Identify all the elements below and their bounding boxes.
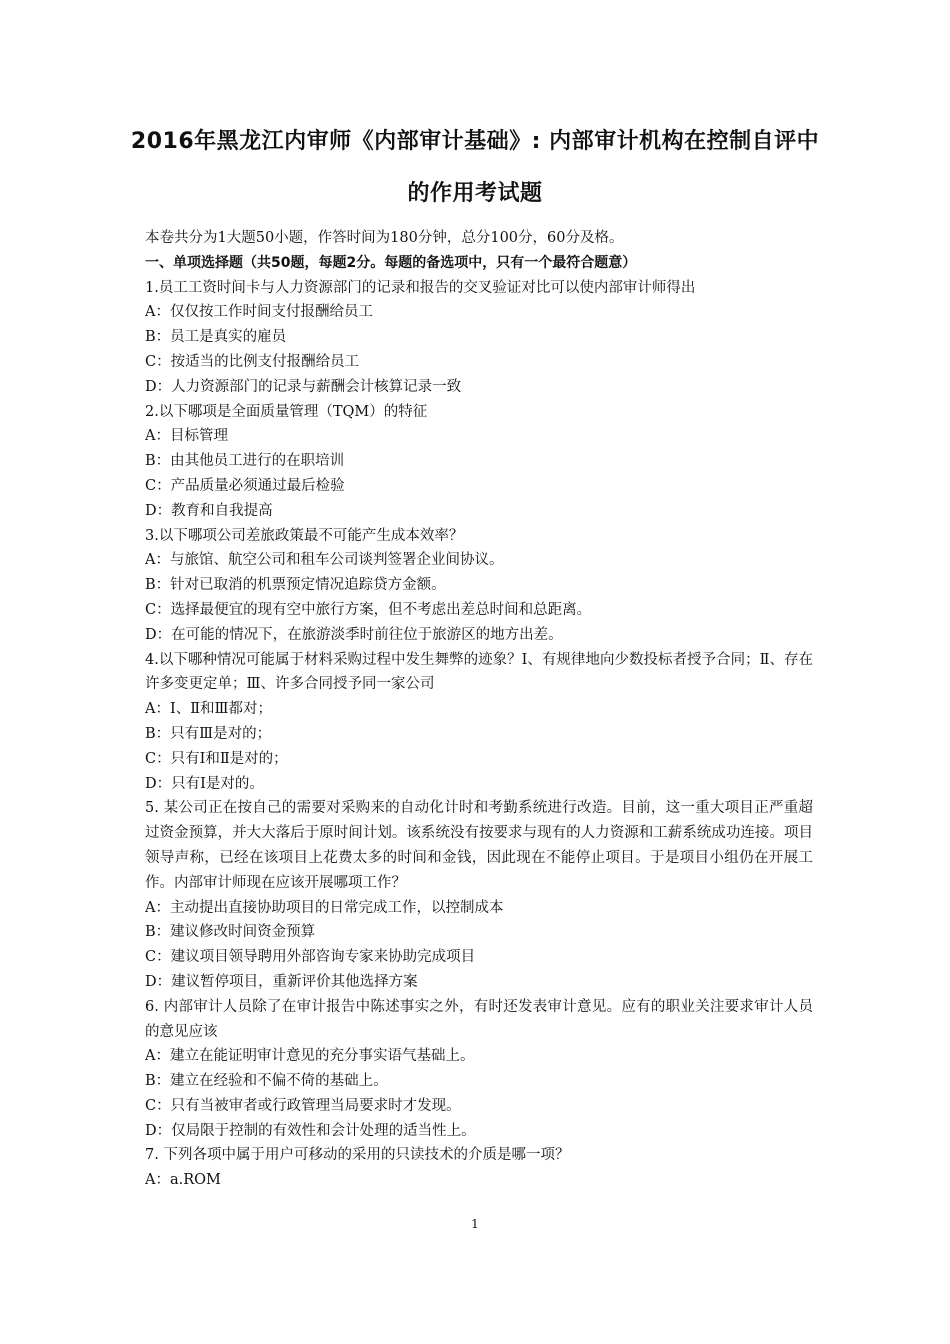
option-b: B：由其他员工进行的在职培训 <box>145 453 345 470</box>
question-stem: 4.以下哪种情况可能属于材料采购过程中发生舞弊的迹象？Ⅰ、有规律地向少数投标者授予合同；Ⅱ、存在许多变更定单；Ⅲ、许多合同授予同一家公司 <box>145 651 813 693</box>
option-d: D：人力资源部门的记录与薪酬会计核算记录一致 <box>145 378 462 395</box>
question-stem: 7. 下列各项中属于用户可移动的采用的只读技术的介质是哪一项？ <box>145 1147 570 1164</box>
option-d: D：只有Ⅰ是对的。 <box>145 775 264 792</box>
document-title-line-2: 的作用考试题 <box>407 181 543 206</box>
question-stem: 2.以下哪项是全面质量管理（TQM）的特征 <box>145 403 428 420</box>
page-number: 1 <box>471 1217 479 1231</box>
question-stem: 6. 内部审计人员除了在审计报告中陈述事实之外，有时还发表审计意见。应有的职业关注要求审计人员的意见应该 <box>145 998 813 1040</box>
option-c: C：选择最便宜的现有空中旅行方案，但不考虑出差总时间和总距离。 <box>145 601 592 618</box>
option-a: A：Ⅰ、Ⅱ和Ⅲ都对； <box>145 701 273 718</box>
option-b: B：建立在经验和不偏不倚的基础上。 <box>145 1073 388 1090</box>
option-a: A：目标管理 <box>145 428 228 445</box>
option-c: C：建议项目领导聘用外部咨询专家来协助完成项目 <box>145 949 476 966</box>
option-b: B：建议修改时间资金预算 <box>145 924 316 941</box>
question-stem: 3.以下哪项公司差旅政策最不可能产生成本效率？ <box>145 527 464 544</box>
question-2 <box>145 400 813 524</box>
option-a: A：a.ROM <box>145 1172 221 1189</box>
option-b: B：员工是真实的雇员 <box>145 329 287 346</box>
question-4 <box>145 648 813 797</box>
question-3 <box>145 524 813 648</box>
option-c: C：按适当的比例支付报酬给员工 <box>145 353 360 370</box>
section-heading: 一、单项选择题（共50题，每题2分。每题的备选项中，只有一个最符合题意） <box>145 254 637 271</box>
question-stem: 5. 某公司正在按自己的需要对采购来的自动化计时和考勤系统进行改造。目前，这一重大项目正严重超过资金预算，并大大落后于原时间计划。该系统没有按要求与现有的人力资源和工薪系统成功连接。项目领导声称，已经在该项目上花费太多的时间和金钱，因此现在不能停止项目。于是项目小组仍在开展工作。内部审计师现在应该开展哪项工作？ <box>145 800 813 891</box>
question-6 <box>145 995 813 1144</box>
question-7 <box>145 1143 813 1193</box>
option-a: A：仅仅按工作时间支付报酬给员工 <box>145 304 373 321</box>
option-c: C：产品质量必须通过最后检验 <box>145 477 345 494</box>
option-d: D：在可能的情况下，在旅游淡季时前往位于旅游区的地方出差。 <box>145 626 563 643</box>
option-d: D：仅局限于控制的有效性和会计处理的适当性上。 <box>145 1122 476 1139</box>
option-a: A：主动提出直接协助项目的日常完成工作，以控制成本 <box>145 899 504 916</box>
option-b: B：针对已取消的机票预定情况追踪贷方金额。 <box>145 577 446 594</box>
document-body <box>145 226 813 1193</box>
option-a: A：建立在能证明审计意见的充分事实语气基础上。 <box>145 1048 475 1065</box>
option-a: A：与旅馆、航空公司和租车公司谈判签署企业间协议。 <box>145 552 504 569</box>
option-d: D：建议暂停项目，重新评价其他选择方案 <box>145 973 418 990</box>
document-title-line-1: 2016年黑龙江内审师《内部审计基础》: 内部审计机构在控制自评中 <box>130 129 820 154</box>
option-b: B：只有Ⅲ是对的； <box>145 725 272 742</box>
option-d: D：教育和自我提高 <box>145 502 273 519</box>
option-c: C：只有Ⅰ和Ⅱ是对的； <box>145 750 288 767</box>
exam-intro: 本卷共分为1大题50小题，作答时间为180分钟，总分100分，60分及格。 <box>145 230 624 246</box>
option-c: C：只有当被审者或行政管理当局要求时才发现。 <box>145 1097 461 1114</box>
question-stem: 1.员工工资时间卡与人力资源部门的记录和报告的交叉验证对比可以使内部审计师得出 <box>145 279 696 296</box>
question-5 <box>145 796 813 994</box>
question-1 <box>145 276 813 400</box>
